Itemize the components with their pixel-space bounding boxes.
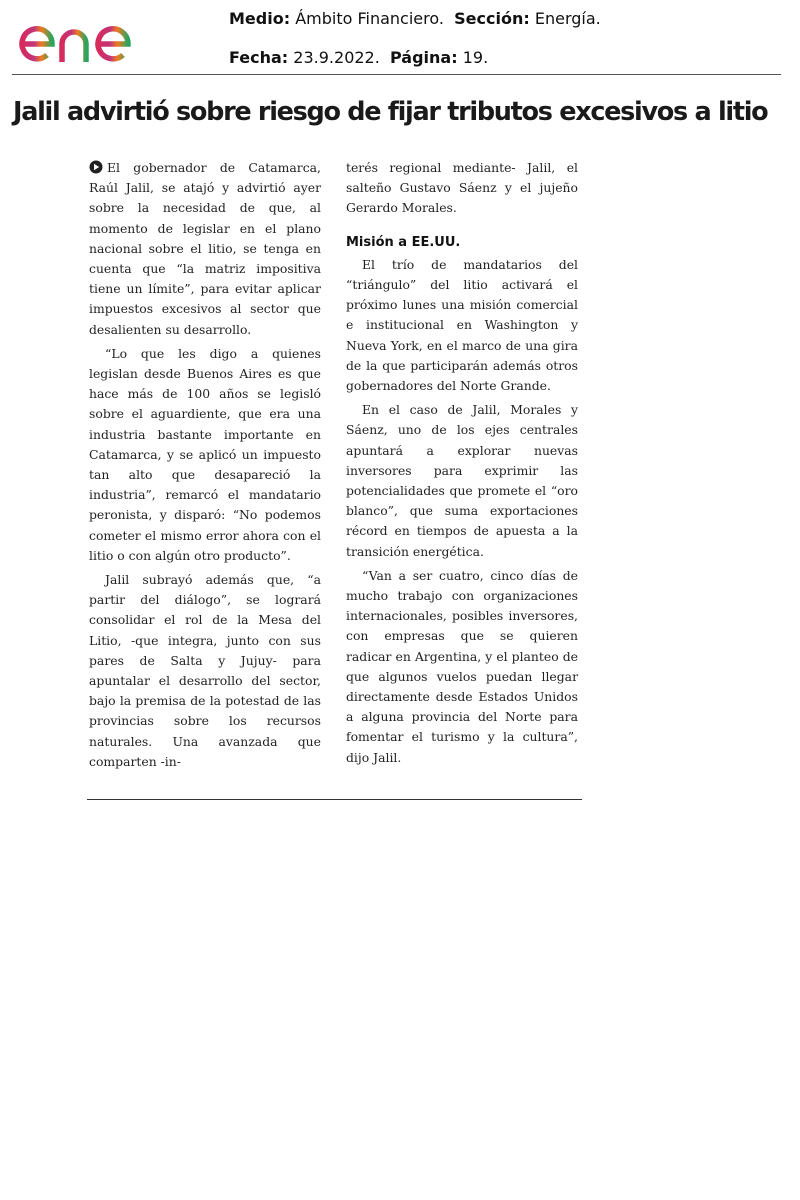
article-headline: Jalil advirtió sobre riesgo de fijar tributos excesivos a litio bbox=[13, 97, 768, 127]
fecha-label: Fecha: bbox=[229, 48, 289, 67]
article-column-right bbox=[346, 158, 578, 772]
article-subhead: Misión a EE.UU. bbox=[346, 234, 461, 250]
enel-logo bbox=[16, 8, 172, 68]
article-paragraph-continuation: terés regional mediante- Jalil, el salteño Gustavo Sáenz y el jujeño Gerardo Morales. bbox=[346, 160, 578, 216]
medio-value: Ámbito Financiero. bbox=[295, 9, 444, 28]
article-column-left bbox=[89, 158, 321, 776]
article-paragraph-text: El gobernador de Catamarca, Raúl Jalil, se atajó y advirtió ayer sobre la necesidad de que, al momento de legislar en el plano nacional sobre el litio, se tenga en cuenta que “la matriz impositiva tiene un límite”, para evitar aplicar impuestos excesivos al sector que desalienten su desarrollo. bbox=[89, 160, 321, 337]
seccion-label: Sección: bbox=[454, 9, 530, 28]
source-line bbox=[229, 9, 601, 28]
pagina-value: 19. bbox=[462, 48, 489, 67]
article-paragraph: “Lo que les digo a quienes legislan desde Buenos Aires es que hace más de 100 años se legisló sobre el aguardiente, que era una industria bastante importante en Catamarca, y se aplicó un impuesto tan alto que desapareció la industria”, remarcó el mandatario peronista, y disparó: “No podemos cometer el mismo error ahora con el litio o con algún otro producto”. bbox=[89, 345, 321, 563]
medio-label: Medio: bbox=[229, 9, 291, 28]
pagina-label: Página: bbox=[389, 48, 458, 67]
article-end-divider bbox=[87, 799, 582, 800]
fecha-value: 23.9.2022. bbox=[293, 48, 380, 67]
article-paragraph: Jalil subrayó además que, “a partir del diálogo”, se logrará consolidar el rol de la Mesa del Litio, -que integra, junto con sus pares de Salta y Jujuy- para apuntalar el desarrollo del sector, bajo la premisa de la potestad de las provincias sobre los recursos naturales. Una avanzada que comparten -in- bbox=[89, 572, 321, 769]
article-paragraph: En el caso de Jalil, Morales y Sáenz, uno de los ejes centrales apuntará a explorar nuevas inversores para exprimir las potencialidades que promete el “oro blanco”, que suma exportaciones récord en tiempos de apuesta a la transición energética. bbox=[346, 402, 578, 559]
seccion-value: Energía. bbox=[534, 9, 601, 28]
header-divider bbox=[12, 74, 781, 75]
play-circle-icon bbox=[89, 160, 103, 174]
date-line bbox=[229, 48, 488, 67]
article-paragraph: El trío de mandatarios del “triángulo” del litio activará el próximo lunes una misión comercial e institucional en Washington y Nueva York, en el marco de una gira de la que participarán además otros gobernadores del Norte Grande. bbox=[346, 256, 578, 394]
article-paragraph bbox=[89, 158, 321, 340]
article-paragraph: “Van a ser cuatro, cinco días de mucho trabajo con organizaciones internacionales, posibles inversores, con empresas que se quieren radicar en Argentina, y el planteo de que algunos vuelos puedan llegar directamente desde Estados Unidos a alguna provincia del Norte para fomentar el turismo y la cultura”, dijo Jalil. bbox=[346, 567, 578, 765]
